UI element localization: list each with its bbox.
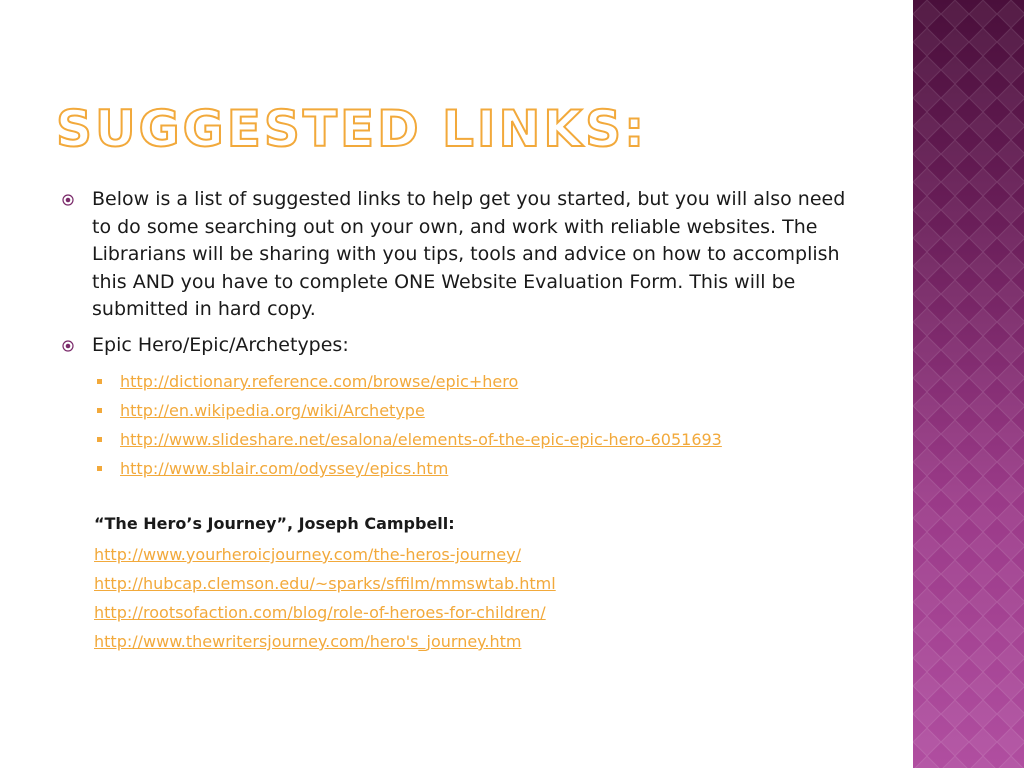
square-bullet-icon [97,466,102,471]
link-yourheroicjourney[interactable]: http://www.yourheroicjourney.com/the-heros-journey/ [94,545,521,564]
square-bullet-icon [97,379,102,384]
intro-text: Below is a list of suggested links to help get you started, but you will also need to do some searching out on your own, and work with reliable websites. The Librarians will be sharing with you tips, tools and advice on how to accomplish this AND you have to complete ONE Website Evaluation Form. This will be submitted in hard copy. [92,188,846,320]
epic-hero-link-list [62,367,862,483]
square-bullet-icon [97,437,102,442]
diamond-pattern [913,0,1024,768]
link-dictionary-epic-hero[interactable]: http://dictionary.reference.com/browse/epic+hero [120,372,519,391]
epic-hero-label: Epic Hero/Epic/Archetypes: [92,333,349,356]
list-item [62,367,862,396]
bullet-intro [62,186,862,324]
bullet-epic-hero [62,332,862,360]
link-sblair-epics[interactable]: http://www.sblair.com/odyssey/epics.htm [120,459,449,478]
main-content [62,186,862,483]
heros-journey-section [94,511,874,656]
link-thewritersjourney[interactable]: http://www.thewritersjourney.com/hero's_journey.htm [94,632,522,651]
link-wikipedia-archetype[interactable]: http://en.wikipedia.org/wiki/Archetype [120,401,425,420]
page-title: SUGGESTED LINKS: [56,100,648,158]
link-slideshare-epic-hero[interactable]: http://www.slideshare.net/esalona/elements-of-the-epic-epic-hero-6051693 [120,430,722,449]
link-rootsofaction[interactable]: http://rootsofaction.com/blog/role-of-heroes-for-children/ [94,603,546,622]
circle-bullet-icon [62,340,74,352]
list-item [62,396,862,425]
list-item [62,454,862,483]
link-clemson-mmswtab[interactable]: http://hubcap.clemson.edu/~sparks/sffilm/mmswtab.html [94,574,556,593]
heros-journey-heading: “The Hero’s Journey”, Joseph Campbell: [94,514,455,533]
circle-bullet-icon [62,194,74,206]
decorative-side-panel [913,0,1024,768]
list-item [62,425,862,454]
square-bullet-icon [97,408,102,413]
